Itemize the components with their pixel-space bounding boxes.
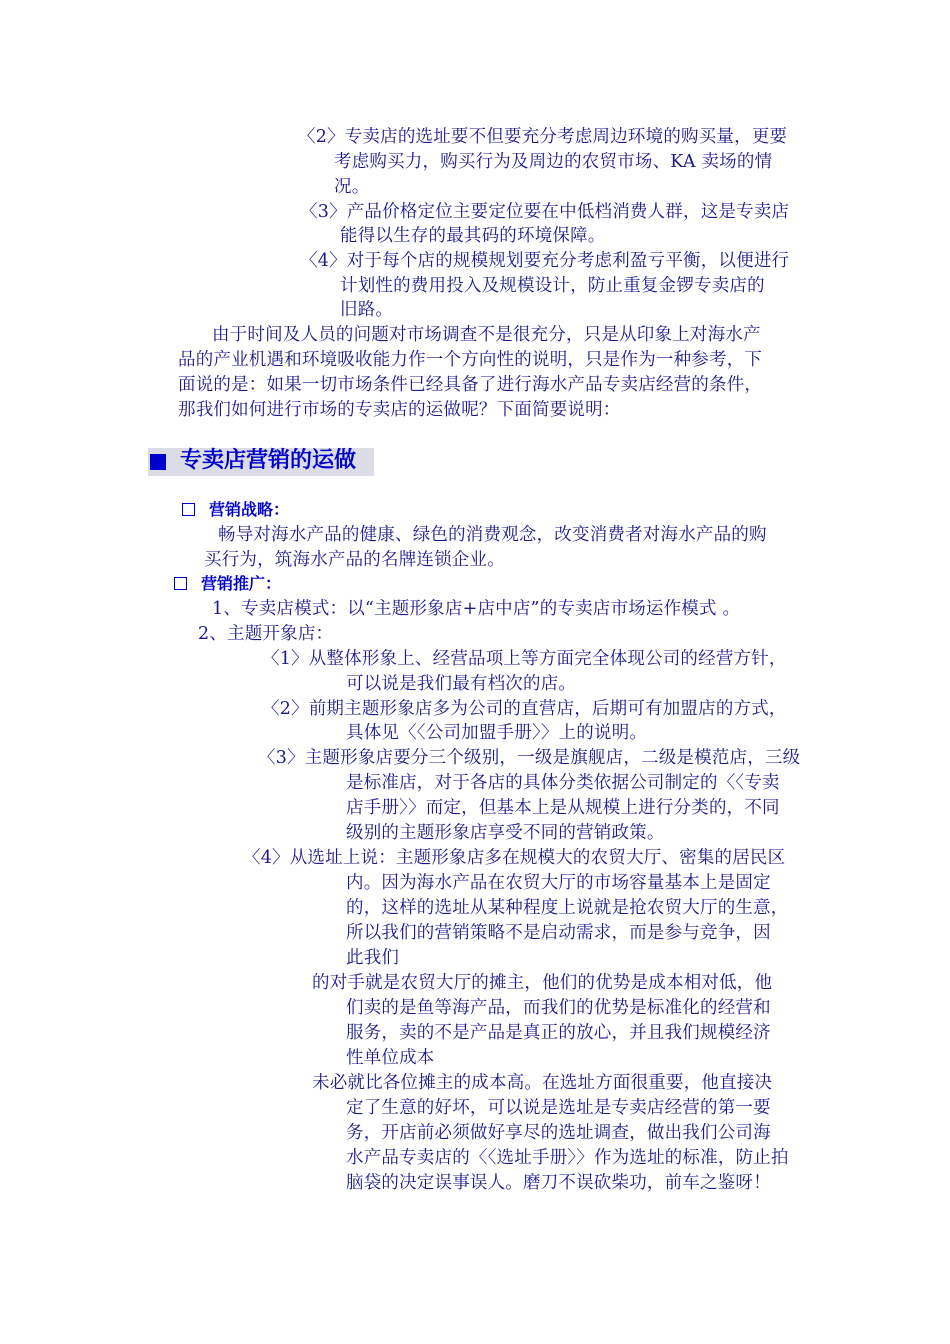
text-line: 那我们如何进行市场的专卖店的运做呢？下面简要说明： — [178, 400, 621, 420]
text-line: 水产品专卖店的〈〈选址手册〉〉作为选址的标准，防止拍 — [346, 1148, 789, 1168]
text-line: 是标准店，对于各店的具体分类依据公司制定的〈〈专卖 — [346, 773, 780, 793]
text-line: 店手册〉〉而定，但基本上是从规模上进行分类的，不同 — [346, 798, 780, 818]
text-line: 级别的主题形象店享受不同的营销政策。 — [346, 823, 665, 843]
text-line: 未必就比各位摊主的成本高。在选址方面很重要，他直接决 — [312, 1073, 773, 1093]
checkbox-square-icon — [182, 503, 195, 516]
text-line: 〈1〉从整体形象上、经营品项上等方面完全体现公司的经营方针， — [262, 649, 787, 669]
text-line: 〈4〉从选址上说：主题形象店多在规模大的农贸大厅、密集的居民区 — [243, 848, 786, 868]
text-line: 考虑购买力，购买行为及周边的农贸市场、KA 卖场的情 — [334, 152, 773, 172]
text-line: 〈2〉前期主题形象店多为公司的直营店，后期可有加盟店的方式， — [262, 699, 787, 719]
promotion-heading — [174, 572, 281, 596]
square-bullet-icon — [150, 454, 166, 470]
text-line: 况。 — [334, 177, 370, 197]
text-line: 可以说是我们最有档次的店。 — [346, 674, 577, 694]
text-line: 的对手就是农贸大厅的摊主，他们的优势是成本相对低，他 — [312, 973, 773, 993]
text-line: 〈3〉主题形象店要分三个级别，一级是旗舰店，二级是模范店，三级 — [258, 748, 801, 768]
text-line: 计划性的费用投入及规模设计，防止重复金锣专卖店的 — [340, 276, 765, 296]
text-line: 服务，卖的不是产品是真正的放心，并且我们规模经济 — [346, 1023, 771, 1043]
text-line: 品的产业机遇和环境吸收能力作一个方向性的说明，只是作为一种参考，下 — [178, 350, 763, 370]
text-line: 具体见〈〈公司加盟手册〉〉上的说明。 — [346, 723, 648, 743]
text-line: 内。因为海水产品在农贸大厅的市场容量基本上是固定 — [346, 873, 771, 893]
promotion-title: 营销推广： — [201, 574, 282, 593]
text-line: 畅导对海水产品的健康、绿色的消费观念，改变消费者对海水产品的购 — [218, 525, 767, 545]
text-line: 的，这样的选址从某种程度上说就是抢农贸大厅的生意， — [346, 898, 789, 918]
text-line: 定了生意的好坏，可以说是选址是专卖店经营的第一要 — [346, 1098, 771, 1118]
text-line: 〈3〉产品价格定位主要定位要在中低档消费人群，这是专卖店 — [300, 202, 790, 222]
text-line: 脑袋的决定误事误人。磨刀不误砍柴功，前车之鉴呀！ — [346, 1173, 771, 1193]
checkbox-square-icon — [174, 577, 187, 590]
text-line: 此我们 — [346, 948, 400, 968]
text-line: 们卖的是鱼等海产品，而我们的优势是标准化的经营和 — [346, 998, 771, 1018]
text-line: 2、主题开象店： — [198, 624, 334, 644]
text-line: 〈4〉对于每个店的规模规划要充分考虑利盈亏平衡，以便进行 — [300, 251, 790, 271]
text-line: 由于时间及人员的问题对市场调查不是很充分，只是从印象上对海水产 — [212, 325, 761, 345]
strategy-title: 营销战略： — [209, 500, 290, 519]
text-line: 性单位成本 — [346, 1048, 435, 1068]
text-line: 1、专卖店模式：以“主题形象店+店中店”的专卖店市场运作模式 。 — [212, 599, 741, 619]
text-line: 所以我们的营销策略不是启动需求，而是参与竞争，因 — [346, 923, 771, 943]
strategy-heading — [182, 498, 289, 522]
section-heading — [148, 448, 374, 476]
section-heading-text: 专卖店营销的运做 — [180, 448, 357, 473]
text-line: 能得以生存的最其码的环境保障。 — [340, 226, 606, 246]
text-line: 买行为，筑海水产品的名牌连锁企业。 — [204, 550, 505, 570]
text-line: 旧路。 — [340, 300, 394, 320]
text-line: 面说的是：如果一切市场条件已经具备了进行海水产品专卖店经营的条件， — [178, 375, 763, 395]
text-line: 务，开店前必须做好享尽的选址调查，做出我们公司海 — [346, 1123, 771, 1143]
text-line: 〈2〉专卖店的选址要不但要充分考虑周边环境的购买量，更要 — [298, 127, 788, 147]
